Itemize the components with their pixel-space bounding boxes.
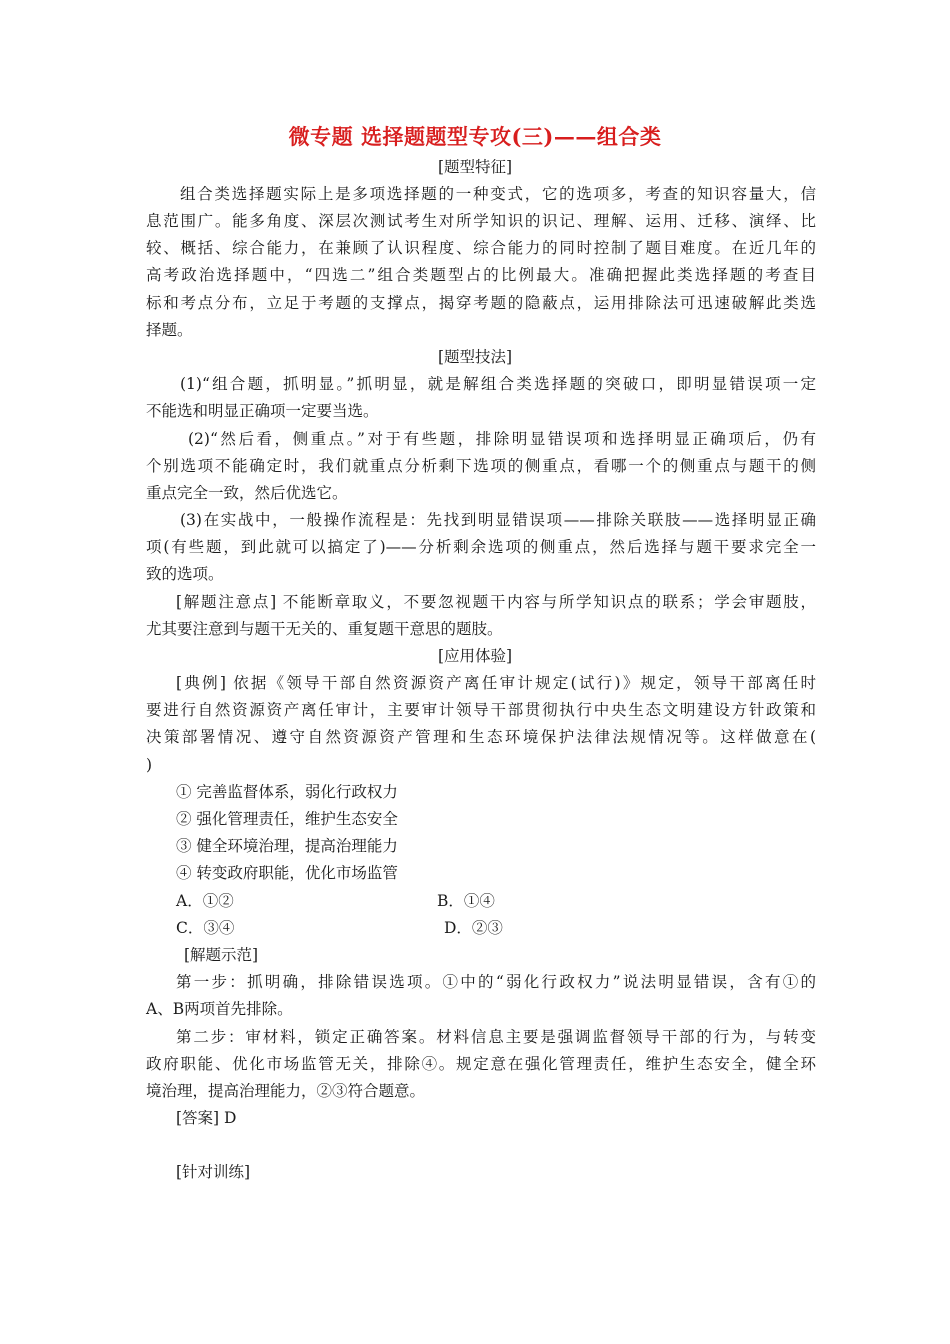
apply-heading: [应用体验] — [437, 647, 513, 665]
features-line: 较、概括、综合能力，在兼顾了认识程度、综合能力的同时控制了题目难度。在近几年的 — [146, 239, 816, 257]
statement-item: ③ 健全环境治理，提高治理能力 — [176, 837, 398, 855]
option-c: C．③④ — [176, 919, 235, 937]
step1-line: A、B两项首先排除。 — [146, 1000, 293, 1018]
features-line: 组合类选择题实际上是多项选择题的一种变式，它的选项多，考查的知识容量大，信 — [180, 185, 816, 203]
skills-line: (1)“组合题，抓明显。”抓明显，就是解组合类选择题的突破口，即明显错误项一定 — [180, 375, 816, 393]
skills-line: (3)在实战中，一般操作流程是：先找到明显错误项——排除关联肢——选择明显正确 — [180, 511, 816, 529]
step2-line: 政府职能、优化市场监管无关，排除④。规定意在强化管理责任，维护生态安全，健全环 — [146, 1055, 816, 1073]
skills-line: 致的选项。 — [146, 565, 224, 583]
option-a: A．①② — [176, 892, 234, 910]
statement-item: ② 强化管理责任，维护生态安全 — [176, 810, 398, 828]
example-line: 要进行自然资源资产离任审计，主要审计领导干部贯彻执行中央生态文明建设方针政策和 — [146, 701, 816, 719]
features-heading: [题型特征] — [437, 158, 513, 176]
statement-item: ① 完善监督体系，弱化行政权力 — [176, 783, 398, 801]
demo-heading: [解题示范] — [184, 946, 259, 964]
training-heading: [针对训练] — [176, 1163, 251, 1181]
step1-line: 第一步：抓明确，排除错误选项。①中的“弱化行政权力”说法明显错误，含有①的 — [176, 973, 816, 991]
features-line: 择题。 — [146, 321, 193, 339]
statement-item: ④ 转变政府职能，优化市场监管 — [176, 864, 398, 882]
page-title: 微专题 选择题题型专攻(三)——组合类 — [288, 124, 662, 149]
skills-line: 个别选项不能确定时，我们就重点分析剩下选项的侧重点，看哪一个的侧重点与题干的侧 — [146, 457, 816, 475]
option-b: B．①④ — [437, 892, 495, 910]
skills-heading: [题型技法] — [437, 348, 513, 366]
skills-line: 项(有些题，到此就可以搞定了)——分析剩余选项的侧重点，然后选择与题干要求完全一 — [146, 538, 816, 556]
skills-line: 不能选和明显正确项一定要当选。 — [146, 402, 379, 420]
features-line: 标和考点分布，立足于考题的支撑点，揭穿考题的隐蔽点，运用排除法可迅速破解此类选 — [146, 294, 816, 312]
features-line: 高考政治选择题中，“四选二”组合类题型占的比例最大。准确把握此类选择题的考查目 — [146, 266, 816, 284]
example-line: ) — [146, 756, 153, 774]
features-line: 息范围广。能多角度、深层次测试考生对所学知识的识记、理解、运用、迁移、演绎、比 — [146, 212, 816, 230]
option-d: D．②③ — [444, 919, 503, 937]
notes-line: [解题注意点] 不能断章取义，不要忽视题干内容与所学知识点的联系；学会审题肢， — [176, 593, 816, 611]
step2-line: 第二步：审材料，锁定正确答案。材料信息主要是强调监督领导干部的行为，与转变 — [176, 1028, 816, 1046]
notes-line: 尤其要注意到与题干无关的、重复题干意思的题肢。 — [146, 620, 503, 638]
example-line: 决策部署情况、遵守自然资源资产管理和生态环境保护法律法规情况等。这样做意在( — [146, 728, 816, 746]
skills-line: (2)“然后看，侧重点。”对于有些题，排除明显错误项和选择明显正确项后，仍有 — [188, 430, 816, 448]
step2-line: 境治理，提高治理能力，②③符合题意。 — [146, 1082, 426, 1100]
skills-line: 重点完全一致，然后优选它。 — [146, 484, 348, 502]
answer: [答案] D — [176, 1109, 237, 1127]
example-line: [典例] 依据《领导干部自然资源资产离任审计规定(试行)》规定，领导干部离任时 — [176, 674, 816, 692]
